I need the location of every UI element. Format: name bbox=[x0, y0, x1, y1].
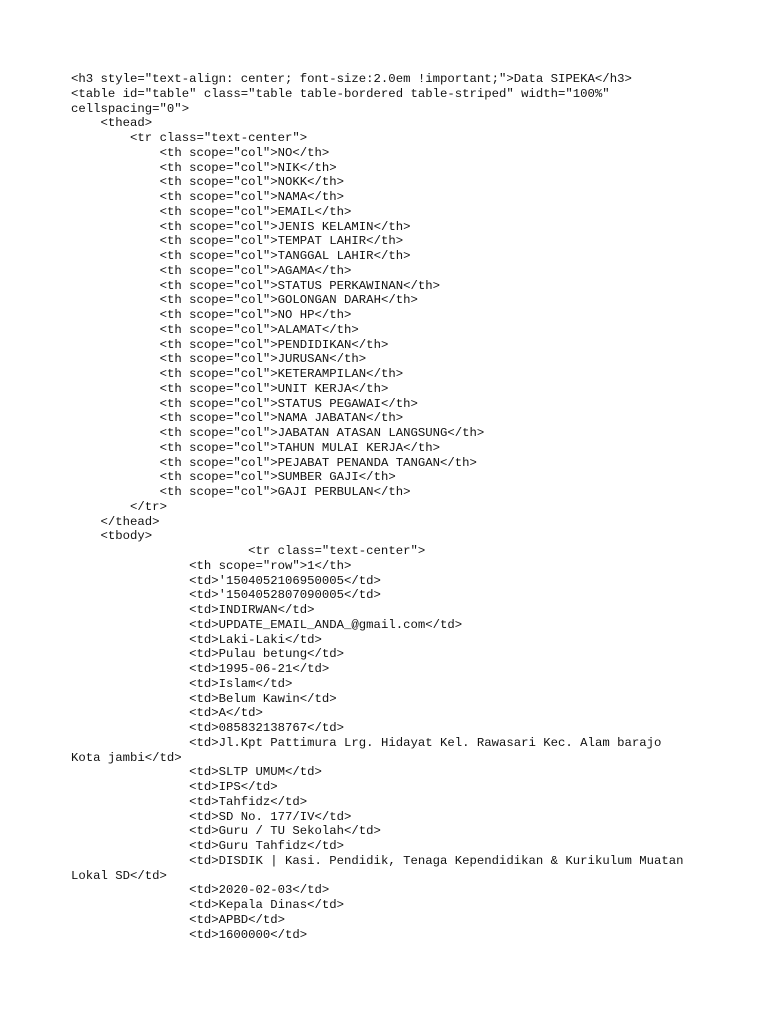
line-text: <th scope="col">PENDIDIKAN</th> bbox=[159, 337, 389, 352]
line-text: <td>Kepala Dinas</td> bbox=[189, 898, 345, 912]
code-line bbox=[71, 839, 711, 854]
line-indent bbox=[71, 249, 160, 263]
code-line bbox=[71, 102, 711, 117]
line-text: <th scope="col">JURUSAN</th> bbox=[159, 352, 367, 367]
line-indent bbox=[71, 898, 189, 912]
line-indent bbox=[71, 574, 189, 588]
line-indent bbox=[71, 338, 160, 352]
line-indent bbox=[71, 234, 160, 248]
line-indent bbox=[71, 382, 160, 396]
line-text: <td>INDIRWAN</td> bbox=[189, 603, 315, 617]
line-text: <th scope="col">NO HP</th> bbox=[159, 308, 352, 322]
line-indent bbox=[71, 515, 101, 529]
line-indent bbox=[71, 161, 160, 175]
code-line bbox=[71, 131, 711, 146]
code-line bbox=[71, 249, 711, 264]
code-line bbox=[71, 367, 711, 382]
line-text: <h3 style="text-align: center; font-size:2.0em !important;">Data SIPEKA</h3> bbox=[71, 72, 632, 86]
line-indent bbox=[71, 544, 248, 558]
code-line bbox=[71, 205, 711, 220]
line-indent bbox=[71, 633, 189, 647]
line-text: <td>UPDATE_EMAIL_ANDA_@gmail.com</td> bbox=[189, 617, 463, 632]
line-text: <td>085832138767</td> bbox=[189, 721, 345, 735]
line-indent bbox=[71, 367, 160, 381]
line-text: <td>Laki-Laki</td> bbox=[189, 632, 322, 647]
line-indent bbox=[71, 662, 189, 676]
line-text: <th scope="row">1</th> bbox=[189, 558, 352, 573]
line-indent bbox=[71, 485, 160, 499]
line-indent bbox=[71, 456, 160, 470]
line-text: <th scope="col">UNIT KERJA</th> bbox=[159, 381, 389, 396]
line-indent bbox=[71, 411, 160, 425]
code-line bbox=[71, 293, 711, 308]
code-line bbox=[71, 161, 711, 176]
line-text: <td>Tahfidz</td> bbox=[189, 794, 308, 809]
code-line bbox=[71, 928, 711, 943]
line-text: </tr> bbox=[130, 499, 167, 514]
code-line bbox=[71, 765, 711, 780]
code-line bbox=[71, 220, 711, 235]
code-line bbox=[71, 146, 711, 161]
line-text: <th scope="col">ALAMAT</th> bbox=[159, 322, 359, 337]
line-indent bbox=[71, 500, 130, 514]
line-text: <th scope="col">TEMPAT LAHIR</th> bbox=[159, 234, 404, 249]
line-indent bbox=[71, 721, 189, 735]
line-text: <td>1600000</td> bbox=[189, 927, 308, 942]
code-line bbox=[71, 795, 711, 810]
line-text: <th scope="col">NOKK</th> bbox=[159, 175, 345, 190]
line-indent bbox=[71, 116, 101, 130]
line-indent bbox=[71, 352, 160, 366]
line-text: <td>Jl.Kpt Pattimura Lrg. Hidayat Kel. Rawasari Kec. Alam barajo bbox=[189, 735, 662, 750]
line-indent bbox=[71, 824, 189, 838]
code-line bbox=[71, 869, 711, 884]
code-line bbox=[71, 810, 711, 825]
line-text: <tr class="text-center"> bbox=[130, 131, 308, 145]
line-indent bbox=[71, 706, 189, 720]
line-indent bbox=[71, 913, 189, 927]
line-text: <th scope="col">NAMA</th> bbox=[159, 190, 345, 204]
line-text: <td>2020-02-03</td> bbox=[189, 883, 330, 898]
line-indent bbox=[71, 692, 189, 706]
line-text: <th scope="col">GOLONGAN DARAH</th> bbox=[159, 293, 418, 308]
line-indent bbox=[71, 618, 189, 632]
line-indent bbox=[71, 677, 189, 691]
line-text: <th scope="col">SUMBER GAJI</th> bbox=[159, 470, 396, 485]
line-text: <td>Guru / TU Sekolah</td> bbox=[189, 824, 381, 839]
line-text: <th scope="col">AGAMA</th> bbox=[159, 263, 352, 278]
code-line bbox=[71, 500, 711, 515]
code-line bbox=[71, 559, 711, 574]
code-line bbox=[71, 382, 711, 397]
line-indent bbox=[71, 470, 160, 484]
code-line bbox=[71, 234, 711, 249]
line-text: </thead> bbox=[100, 514, 160, 529]
line-indent bbox=[71, 441, 160, 455]
line-indent bbox=[71, 426, 160, 440]
line-text: <td>Islam</td> bbox=[189, 676, 293, 691]
line-text: <td>SD No. 177/IV</td> bbox=[189, 809, 352, 824]
line-text: Kota jambi</td> bbox=[71, 750, 182, 765]
line-text: <th scope="col">NIK</th> bbox=[159, 160, 337, 175]
line-indent bbox=[71, 397, 160, 411]
code-line bbox=[71, 529, 711, 544]
line-indent bbox=[71, 293, 160, 307]
line-text: <th scope="col">KETERAMPILAN</th> bbox=[159, 367, 404, 381]
line-indent bbox=[71, 175, 160, 189]
line-text: <tbody> bbox=[100, 529, 153, 544]
code-line bbox=[71, 87, 711, 102]
code-line bbox=[71, 677, 711, 692]
code-line bbox=[71, 426, 711, 441]
line-text: <td>1995-06-21</td> bbox=[189, 662, 330, 676]
line-text: <th scope="col">NO</th> bbox=[159, 145, 330, 160]
code-line bbox=[71, 279, 711, 294]
code-line bbox=[71, 411, 711, 426]
code-line bbox=[71, 441, 711, 456]
line-text: <th scope="col">STATUS PEGAWAI</th> bbox=[159, 396, 418, 411]
code-line bbox=[71, 647, 711, 662]
code-line bbox=[71, 456, 711, 471]
code-line bbox=[71, 470, 711, 485]
line-indent bbox=[71, 883, 189, 897]
line-text: <td>'1504052807090005</td> bbox=[189, 588, 381, 603]
line-text: <th scope="col">JENIS KELAMIN</th> bbox=[159, 219, 411, 234]
code-line bbox=[71, 662, 711, 677]
line-indent bbox=[71, 308, 160, 322]
line-indent bbox=[71, 603, 189, 617]
code-line bbox=[71, 116, 711, 131]
code-line bbox=[71, 397, 711, 412]
code-line bbox=[71, 913, 711, 928]
code-line bbox=[71, 603, 711, 618]
code-line bbox=[71, 824, 711, 839]
line-text: <td>IPS</td> bbox=[189, 780, 278, 794]
line-text: <td>SLTP UMUM</td> bbox=[189, 765, 322, 780]
line-text: <thead> bbox=[100, 116, 153, 131]
line-indent bbox=[71, 795, 189, 809]
line-text: <th scope="col">TAHUN MULAI KERJA</th> bbox=[159, 440, 440, 455]
line-text: <td>Belum Kawin</td> bbox=[189, 691, 337, 706]
code-line bbox=[71, 352, 711, 367]
line-text: <td>Pulau betung</td> bbox=[189, 647, 345, 662]
code-line bbox=[71, 72, 711, 87]
line-text: <th scope="col">GAJI PERBULAN</th> bbox=[159, 485, 411, 499]
line-text: <th scope="col">JABATAN ATASAN LANGSUNG</th> bbox=[159, 426, 485, 440]
line-text: <table id="table" class="table table-bordered table-striped" width="100%" bbox=[71, 86, 610, 101]
line-indent bbox=[71, 559, 189, 573]
code-line bbox=[71, 323, 711, 338]
line-indent bbox=[71, 780, 189, 794]
code-line bbox=[71, 308, 711, 323]
document-page bbox=[71, 72, 711, 942]
code-line bbox=[71, 338, 711, 353]
line-indent bbox=[71, 220, 160, 234]
code-line bbox=[71, 485, 711, 500]
line-text: cellspacing="0"> bbox=[71, 101, 190, 116]
line-indent bbox=[71, 131, 130, 145]
line-indent bbox=[71, 529, 101, 543]
code-line bbox=[71, 898, 711, 913]
line-text: <th scope="col">TANGGAL LAHIR</th> bbox=[159, 249, 411, 263]
line-indent bbox=[71, 765, 189, 779]
code-line bbox=[71, 883, 711, 898]
code-line bbox=[71, 706, 711, 721]
line-indent bbox=[71, 146, 160, 160]
line-text: <th scope="col">NAMA JABATAN</th> bbox=[159, 411, 404, 426]
code-line bbox=[71, 588, 711, 603]
line-text: <td>APBD</td> bbox=[189, 912, 286, 927]
code-line bbox=[71, 751, 711, 766]
line-indent bbox=[71, 279, 160, 293]
line-indent bbox=[71, 588, 189, 602]
line-text: <td>A</td> bbox=[189, 706, 263, 721]
code-line bbox=[71, 515, 711, 530]
code-line bbox=[71, 780, 711, 795]
line-indent bbox=[71, 810, 189, 824]
code-line bbox=[71, 736, 711, 751]
line-indent bbox=[71, 736, 189, 750]
code-line bbox=[71, 618, 711, 633]
line-text: Lokal SD</td> bbox=[71, 868, 167, 883]
line-indent bbox=[71, 264, 160, 278]
code-line bbox=[71, 854, 711, 869]
line-indent bbox=[71, 323, 160, 337]
code-line bbox=[71, 721, 711, 736]
line-indent bbox=[71, 839, 189, 853]
line-text: <td>'1504052106950005</td> bbox=[189, 573, 381, 588]
code-line bbox=[71, 633, 711, 648]
line-indent bbox=[71, 205, 160, 219]
line-indent bbox=[71, 854, 189, 868]
line-text: <td>DISDIK | Kasi. Pendidik, Tenaga Kependidikan & Kurikulum Muatan bbox=[189, 853, 684, 868]
code-line bbox=[71, 264, 711, 279]
code-lines bbox=[71, 72, 711, 942]
line-indent bbox=[71, 190, 160, 204]
line-text: <tr class="text-center"> bbox=[248, 544, 426, 558]
code-line bbox=[71, 190, 711, 205]
line-text: <th scope="col">EMAIL</th> bbox=[159, 204, 352, 219]
line-indent bbox=[71, 928, 189, 942]
code-line bbox=[71, 692, 711, 707]
code-line bbox=[71, 175, 711, 190]
line-indent bbox=[71, 647, 189, 661]
line-text: <th scope="col">STATUS PERKAWINAN</th> bbox=[159, 278, 440, 293]
code-line bbox=[71, 544, 711, 559]
code-line bbox=[71, 574, 711, 589]
line-text: <th scope="col">PEJABAT PENANDA TANGAN</th> bbox=[159, 455, 477, 470]
line-text: <td>Guru Tahfidz</td> bbox=[189, 839, 345, 853]
